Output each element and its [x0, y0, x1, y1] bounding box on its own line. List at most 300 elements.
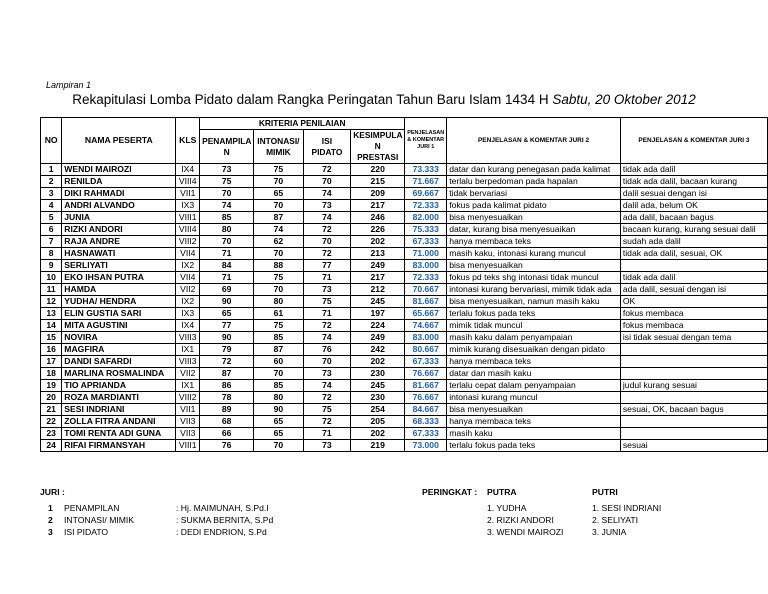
cell-isi: 73 — [303, 368, 351, 380]
cell-kesimpulan: 209 — [351, 188, 405, 200]
cell-no: 19 — [41, 380, 62, 392]
table-body — [41, 164, 768, 452]
cell-juri3: fokus membaca — [620, 308, 767, 320]
cell-juri3: sudah ada dalil — [620, 236, 767, 248]
table-row — [41, 368, 768, 380]
juri-role: ISI PIDATO — [64, 527, 109, 537]
cell-intonasi: 75 — [254, 272, 304, 284]
cell-juri1: 81.667 — [405, 380, 447, 392]
header-kls: KLS — [176, 118, 200, 164]
header-kesimpulan: KESIMPULA N PRESTASI — [351, 130, 405, 164]
document-title — [0, 92, 768, 107]
cell-juri1: 83.000 — [405, 260, 447, 272]
table-row — [41, 332, 768, 344]
cell-nama: ZOLLA FITRA ANDANI — [62, 416, 176, 428]
cell-juri2: bisa menyesuaikan — [447, 212, 621, 224]
cell-juri1: 72.333 — [405, 200, 447, 212]
cell-intonasi: 70 — [254, 440, 304, 452]
cell-juri3: dalil ada, belum OK — [620, 200, 767, 212]
cell-juri3: bacaan kurang, kurang sesuai dalil — [620, 224, 767, 236]
cell-nama: ANDRI ALVANDO — [62, 200, 176, 212]
cell-nama: NOVIRA — [62, 332, 176, 344]
cell-kesimpulan: 230 — [351, 368, 405, 380]
cell-juri3 — [620, 392, 767, 404]
table-row — [41, 392, 768, 404]
cell-kesimpulan: 245 — [351, 296, 405, 308]
cell-juri2: bisa menyesuaikan, namun masih kaku — [447, 296, 621, 308]
cell-kls: IX4 — [176, 320, 200, 332]
table-row — [41, 440, 768, 452]
cell-penampilan: 76 — [200, 440, 254, 452]
table-row — [41, 308, 768, 320]
cell-no: 21 — [41, 404, 62, 416]
cell-nama: MITA AGUSTINI — [62, 320, 176, 332]
cell-kls: VIII1 — [176, 440, 200, 452]
cell-penampilan: 78 — [200, 392, 254, 404]
cell-juri1: 83.000 — [405, 332, 447, 344]
juri-role: PENAMPILAN — [64, 503, 120, 513]
table-row — [41, 272, 768, 284]
cell-juri1: 82.000 — [405, 212, 447, 224]
cell-isi: 77 — [303, 260, 351, 272]
cell-intonasi: 87 — [254, 344, 304, 356]
cell-juri2: hanya membaca teks — [447, 356, 621, 368]
putra-rank: 2. RIZKI ANDORI — [487, 515, 554, 525]
cell-intonasi: 75 — [254, 164, 304, 176]
cell-no: 5 — [41, 212, 62, 224]
cell-kls: VIII2 — [176, 236, 200, 248]
cell-juri1: 71.667 — [405, 176, 447, 188]
cell-no: 13 — [41, 308, 62, 320]
cell-juri1: 69.667 — [405, 188, 447, 200]
cell-juri2: bisa menyesuaikan — [447, 404, 621, 416]
header-juri1: PENJELASAN & KOMENTAR JURI 1 — [405, 118, 447, 164]
cell-isi: 72 — [303, 248, 351, 260]
cell-no: 11 — [41, 284, 62, 296]
cell-penampilan: 68 — [200, 416, 254, 428]
putri-label: PUTRI — [592, 487, 618, 497]
cell-kesimpulan: 205 — [351, 416, 405, 428]
cell-juri1: 65.667 — [405, 308, 447, 320]
putri-rank: 1. SESI INDRIANI — [592, 503, 662, 513]
cell-nama: HAMDA — [62, 284, 176, 296]
cell-juri3: sesuai, OK, bacaan bagus — [620, 404, 767, 416]
table-row — [41, 260, 768, 272]
cell-isi: 74 — [303, 212, 351, 224]
putra-rank: 3. WENDI MAIROZI — [487, 527, 564, 537]
cell-juri2: hanya membaca teks — [447, 236, 621, 248]
cell-juri2: fokus pd teks shg intonasi tidak muncul — [447, 272, 621, 284]
cell-no: 22 — [41, 416, 62, 428]
header-kriteria: KRITERIA PENILAIAN — [200, 118, 405, 130]
cell-isi: 71 — [303, 428, 351, 440]
cell-penampilan: 86 — [200, 380, 254, 392]
header-penampilan: PENAMPILA N — [200, 130, 254, 164]
cell-nama: TOMI RENTA ADI GUNA — [62, 428, 176, 440]
cell-isi: 74 — [303, 332, 351, 344]
cell-kesimpulan: 230 — [351, 392, 405, 404]
cell-isi: 72 — [303, 416, 351, 428]
cell-isi: 72 — [303, 164, 351, 176]
cell-juri2: bisa menyesuaikan — [447, 260, 621, 272]
cell-intonasi: 85 — [254, 332, 304, 344]
cell-juri3 — [620, 368, 767, 380]
cell-kesimpulan: 249 — [351, 260, 405, 272]
cell-juri3 — [620, 344, 767, 356]
cell-penampilan: 65 — [200, 308, 254, 320]
cell-juri3: tidak ada dalil — [620, 272, 767, 284]
cell-isi: 73 — [303, 440, 351, 452]
cell-nama: ROZA MARDIANTI — [62, 392, 176, 404]
cell-juri2: fokus pada kalimat pidato — [447, 200, 621, 212]
cell-isi: 72 — [303, 392, 351, 404]
cell-kesimpulan: 226 — [351, 224, 405, 236]
cell-intonasi: 65 — [254, 188, 304, 200]
cell-isi: 70 — [303, 356, 351, 368]
juri-no: 2 — [48, 515, 53, 525]
juri-name: : SUKMA BERNITA, S.Pd — [176, 515, 274, 525]
cell-juri3 — [620, 356, 767, 368]
cell-kesimpulan: 197 — [351, 308, 405, 320]
cell-juri2: masih kaku, intonasi kurang muncul — [447, 248, 621, 260]
cell-intonasi: 80 — [254, 296, 304, 308]
cell-kls: VIII2 — [176, 392, 200, 404]
attachment-label: Lampiran 1 — [46, 80, 92, 90]
cell-nama: SESI INDRIANI — [62, 404, 176, 416]
header-juri2: PENJELASAN & KOMENTAR JURI 2 — [447, 118, 621, 164]
cell-juri1: 84.667 — [405, 404, 447, 416]
cell-juri1: 67.333 — [405, 356, 447, 368]
table-row — [41, 212, 768, 224]
cell-juri3: sesuai — [620, 440, 767, 452]
cell-kesimpulan: 213 — [351, 248, 405, 260]
cell-juri3: tidak ada dalil — [620, 164, 767, 176]
juri-no: 3 — [48, 527, 53, 537]
cell-juri1: 73.000 — [405, 440, 447, 452]
cell-intonasi: 70 — [254, 368, 304, 380]
cell-kesimpulan: 245 — [351, 380, 405, 392]
cell-kesimpulan: 242 — [351, 344, 405, 356]
cell-penampilan: 77 — [200, 320, 254, 332]
cell-no: 9 — [41, 260, 62, 272]
table-row — [41, 404, 768, 416]
cell-nama: MARLINA ROSMALINDA — [62, 368, 176, 380]
title-date: Sabtu, 20 Oktober 2012 — [552, 92, 696, 107]
cell-kls: VII4 — [176, 248, 200, 260]
cell-juri1: 81.667 — [405, 296, 447, 308]
header-juri3: PENJELASAN & KOMENTAR JURI 3 — [620, 118, 767, 164]
cell-intonasi: 75 — [254, 320, 304, 332]
cell-juri2: intonasi kurang muncul — [447, 392, 621, 404]
table-row — [41, 320, 768, 332]
table-row — [41, 248, 768, 260]
cell-kesimpulan: 220 — [351, 164, 405, 176]
cell-nama: RIFAI FIRMANSYAH — [62, 440, 176, 452]
cell-kesimpulan: 217 — [351, 200, 405, 212]
juri-name: : Hj. MAIMUNAH, S.Pd.I — [176, 503, 269, 513]
cell-juri2: terlalu cepat dalam penyampaian — [447, 380, 621, 392]
cell-kls: IX1 — [176, 380, 200, 392]
cell-juri2: mimik kurang disesuaikan dengan pidato — [447, 344, 621, 356]
cell-nama: SERLIYATI — [62, 260, 176, 272]
cell-juri1: 76.667 — [405, 392, 447, 404]
cell-kesimpulan: 202 — [351, 356, 405, 368]
cell-juri1: 73.333 — [405, 164, 447, 176]
cell-juri1: 80.667 — [405, 344, 447, 356]
cell-isi: 72 — [303, 224, 351, 236]
putra-label: PUTRA — [487, 487, 517, 497]
header-intonasi: INTONASI/ MIMIK — [254, 130, 304, 164]
cell-penampilan: 90 — [200, 296, 254, 308]
cell-juri1: 72.333 — [405, 272, 447, 284]
table-row — [41, 344, 768, 356]
cell-intonasi: 70 — [254, 176, 304, 188]
cell-nama: TIO APRIANDA — [62, 380, 176, 392]
cell-isi: 73 — [303, 284, 351, 296]
cell-penampilan: 70 — [200, 188, 254, 200]
cell-penampilan: 71 — [200, 248, 254, 260]
cell-no: 3 — [41, 188, 62, 200]
cell-kesimpulan: 215 — [351, 176, 405, 188]
cell-juri3 — [620, 428, 767, 440]
cell-no: 18 — [41, 368, 62, 380]
cell-juri2: masih kaku — [447, 428, 621, 440]
cell-juri3: ada dalil, bacaan bagus — [620, 212, 767, 224]
peringkat-label: PERINGKAT : — [422, 487, 478, 497]
cell-isi: 71 — [303, 308, 351, 320]
table-row — [41, 200, 768, 212]
cell-isi: 70 — [303, 236, 351, 248]
header-isi: ISI PIDATO — [303, 130, 351, 164]
cell-kls: VIII3 — [176, 332, 200, 344]
cell-isi: 75 — [303, 296, 351, 308]
cell-nama: RENILDA — [62, 176, 176, 188]
cell-kls: VII1 — [176, 188, 200, 200]
cell-no: 8 — [41, 248, 62, 260]
cell-nama: RIZKI ANDORI — [62, 224, 176, 236]
cell-penampilan: 84 — [200, 260, 254, 272]
cell-kls: VII2 — [176, 284, 200, 296]
cell-intonasi: 62 — [254, 236, 304, 248]
cell-penampilan: 79 — [200, 344, 254, 356]
cell-kls: VII4 — [176, 272, 200, 284]
cell-juri2: terlalu fokus pada teks — [447, 440, 621, 452]
cell-juri2: datar dan kurang penegasan pada kalimat — [447, 164, 621, 176]
cell-kesimpulan: 202 — [351, 236, 405, 248]
cell-intonasi: 65 — [254, 416, 304, 428]
cell-intonasi: 70 — [254, 248, 304, 260]
cell-no: 17 — [41, 356, 62, 368]
cell-kls: VIII1 — [176, 212, 200, 224]
table-row — [41, 236, 768, 248]
table-row — [41, 284, 768, 296]
cell-nama: MAGFIRA — [62, 344, 176, 356]
table-row — [41, 416, 768, 428]
cell-no: 14 — [41, 320, 62, 332]
cell-juri2: terlalu fokus pada teks — [447, 308, 621, 320]
cell-intonasi: 61 — [254, 308, 304, 320]
cell-penampilan: 66 — [200, 428, 254, 440]
cell-juri2: hanya membaca teks — [447, 416, 621, 428]
cell-penampilan: 75 — [200, 176, 254, 188]
cell-intonasi: 60 — [254, 356, 304, 368]
table-row — [41, 356, 768, 368]
cell-kls: IX1 — [176, 344, 200, 356]
cell-no: 15 — [41, 332, 62, 344]
cell-juri3 — [620, 260, 767, 272]
title-text: Rekapitulasi Lomba Pidato dalam Rangka Peringatan Tahun Baru Islam 1434 H — [72, 92, 549, 107]
cell-no: 10 — [41, 272, 62, 284]
cell-kesimpulan: 249 — [351, 332, 405, 344]
cell-nama: DANDI SAFARDI — [62, 356, 176, 368]
cell-kls: VIII3 — [176, 356, 200, 368]
cell-juri1: 67.333 — [405, 428, 447, 440]
cell-juri1: 71.000 — [405, 248, 447, 260]
cell-intonasi: 87 — [254, 212, 304, 224]
cell-kesimpulan: 224 — [351, 320, 405, 332]
table-row — [41, 380, 768, 392]
table-row — [41, 296, 768, 308]
cell-juri3: isi tidak sesuai dengan tema — [620, 332, 767, 344]
cell-isi: 74 — [303, 380, 351, 392]
cell-intonasi: 80 — [254, 392, 304, 404]
header-no: NO — [41, 118, 62, 164]
cell-juri2: mimik tidak muncul — [447, 320, 621, 332]
table-row — [41, 224, 768, 236]
cell-no: 23 — [41, 428, 62, 440]
cell-intonasi: 70 — [254, 284, 304, 296]
cell-kls: VII3 — [176, 428, 200, 440]
cell-penampilan: 80 — [200, 224, 254, 236]
cell-juri3: OK — [620, 296, 767, 308]
cell-penampilan: 71 — [200, 272, 254, 284]
cell-isi: 70 — [303, 176, 351, 188]
cell-nama: JUNIA — [62, 212, 176, 224]
juri-label: JURI : — [40, 487, 65, 497]
cell-kls: VIII4 — [176, 176, 200, 188]
putri-rank: 3. JUNIA — [592, 527, 627, 537]
cell-isi: 75 — [303, 404, 351, 416]
table-row — [41, 176, 768, 188]
cell-juri3: judul kurang sesuai — [620, 380, 767, 392]
cell-kls: IX2 — [176, 296, 200, 308]
juri-no: 1 — [48, 503, 53, 513]
cell-juri3 — [620, 416, 767, 428]
cell-juri2: masih kaku dalam penyampaian — [447, 332, 621, 344]
cell-nama: HASNAWATI — [62, 248, 176, 260]
cell-isi: 76 — [303, 344, 351, 356]
cell-kesimpulan: 212 — [351, 284, 405, 296]
cell-kesimpulan: 254 — [351, 404, 405, 416]
cell-penampilan: 73 — [200, 164, 254, 176]
cell-no: 16 — [41, 344, 62, 356]
cell-penampilan: 72 — [200, 356, 254, 368]
cell-penampilan: 89 — [200, 404, 254, 416]
table-row — [41, 188, 768, 200]
cell-no: 24 — [41, 440, 62, 452]
cell-intonasi: 74 — [254, 224, 304, 236]
cell-isi: 71 — [303, 272, 351, 284]
cell-juri2: datar, kurang bisa menyesuaikan — [447, 224, 621, 236]
juri-name: : DEDI ENDRION, S.Pd — [176, 527, 267, 537]
cell-intonasi: 88 — [254, 260, 304, 272]
cell-intonasi: 90 — [254, 404, 304, 416]
cell-nama: YUDHA/ HENDRA — [62, 296, 176, 308]
cell-kls: VII1 — [176, 404, 200, 416]
cell-juri1: 76.667 — [405, 368, 447, 380]
cell-penampilan: 74 — [200, 200, 254, 212]
cell-juri3: ada dalil, sesuai dengan isi — [620, 284, 767, 296]
table-row — [41, 164, 768, 176]
cell-nama: WENDI MAIROZI — [62, 164, 176, 176]
cell-juri1: 68.333 — [405, 416, 447, 428]
cell-juri3: dalil sesuai dengan isi — [620, 188, 767, 200]
header-nama: NAMA PESERTA — [62, 118, 176, 164]
cell-nama: ELIN GUSTIA SARI — [62, 308, 176, 320]
cell-nama: RAJA ANDRE — [62, 236, 176, 248]
cell-kesimpulan: 219 — [351, 440, 405, 452]
cell-isi: 73 — [303, 200, 351, 212]
cell-kesimpulan: 217 — [351, 272, 405, 284]
cell-juri3: tidak ada dalil, bacaan kurang — [620, 176, 767, 188]
cell-penampilan: 70 — [200, 236, 254, 248]
cell-intonasi: 70 — [254, 200, 304, 212]
cell-kls: IX2 — [176, 260, 200, 272]
cell-isi: 72 — [303, 320, 351, 332]
cell-juri3: fokus membaca — [620, 320, 767, 332]
cell-no: 12 — [41, 296, 62, 308]
cell-kls: IX4 — [176, 164, 200, 176]
cell-juri2: intonasi kurang bervariasi, mimik tidak ada — [447, 284, 621, 296]
cell-intonasi: 65 — [254, 428, 304, 440]
cell-kls: VII2 — [176, 368, 200, 380]
cell-no: 4 — [41, 200, 62, 212]
cell-kesimpulan: 246 — [351, 212, 405, 224]
cell-penampilan: 90 — [200, 332, 254, 344]
cell-isi: 74 — [303, 188, 351, 200]
putra-rank: 1. YUDHA — [487, 503, 527, 513]
putri-rank: 2. SELIYATI — [592, 515, 639, 525]
cell-juri3: tidak ada dalil, sesuai, OK — [620, 248, 767, 260]
cell-penampilan: 85 — [200, 212, 254, 224]
cell-no: 7 — [41, 236, 62, 248]
recap-table — [40, 117, 768, 452]
cell-juri2: tidak bervariasi — [447, 188, 621, 200]
cell-intonasi: 85 — [254, 380, 304, 392]
cell-nama: DIKI RAHMADI — [62, 188, 176, 200]
cell-no: 1 — [41, 164, 62, 176]
cell-juri2: terlalu berpedoman pada hapalan — [447, 176, 621, 188]
cell-kls: VIII4 — [176, 224, 200, 236]
table-row — [41, 428, 768, 440]
cell-kesimpulan: 202 — [351, 428, 405, 440]
cell-juri1: 75.333 — [405, 224, 447, 236]
cell-juri1: 74.667 — [405, 320, 447, 332]
cell-juri1: 70.667 — [405, 284, 447, 296]
cell-juri1: 67.333 — [405, 236, 447, 248]
cell-kls: VII3 — [176, 416, 200, 428]
cell-kls: IX3 — [176, 308, 200, 320]
cell-nama: EKO IHSAN PUTRA — [62, 272, 176, 284]
cell-penampilan: 87 — [200, 368, 254, 380]
cell-no: 20 — [41, 392, 62, 404]
cell-kls: IX3 — [176, 200, 200, 212]
cell-no: 2 — [41, 176, 62, 188]
cell-juri2: datar dan masih kaku — [447, 368, 621, 380]
cell-no: 6 — [41, 224, 62, 236]
cell-penampilan: 69 — [200, 284, 254, 296]
juri-role: INTONASI/ MIMIK — [64, 515, 135, 525]
